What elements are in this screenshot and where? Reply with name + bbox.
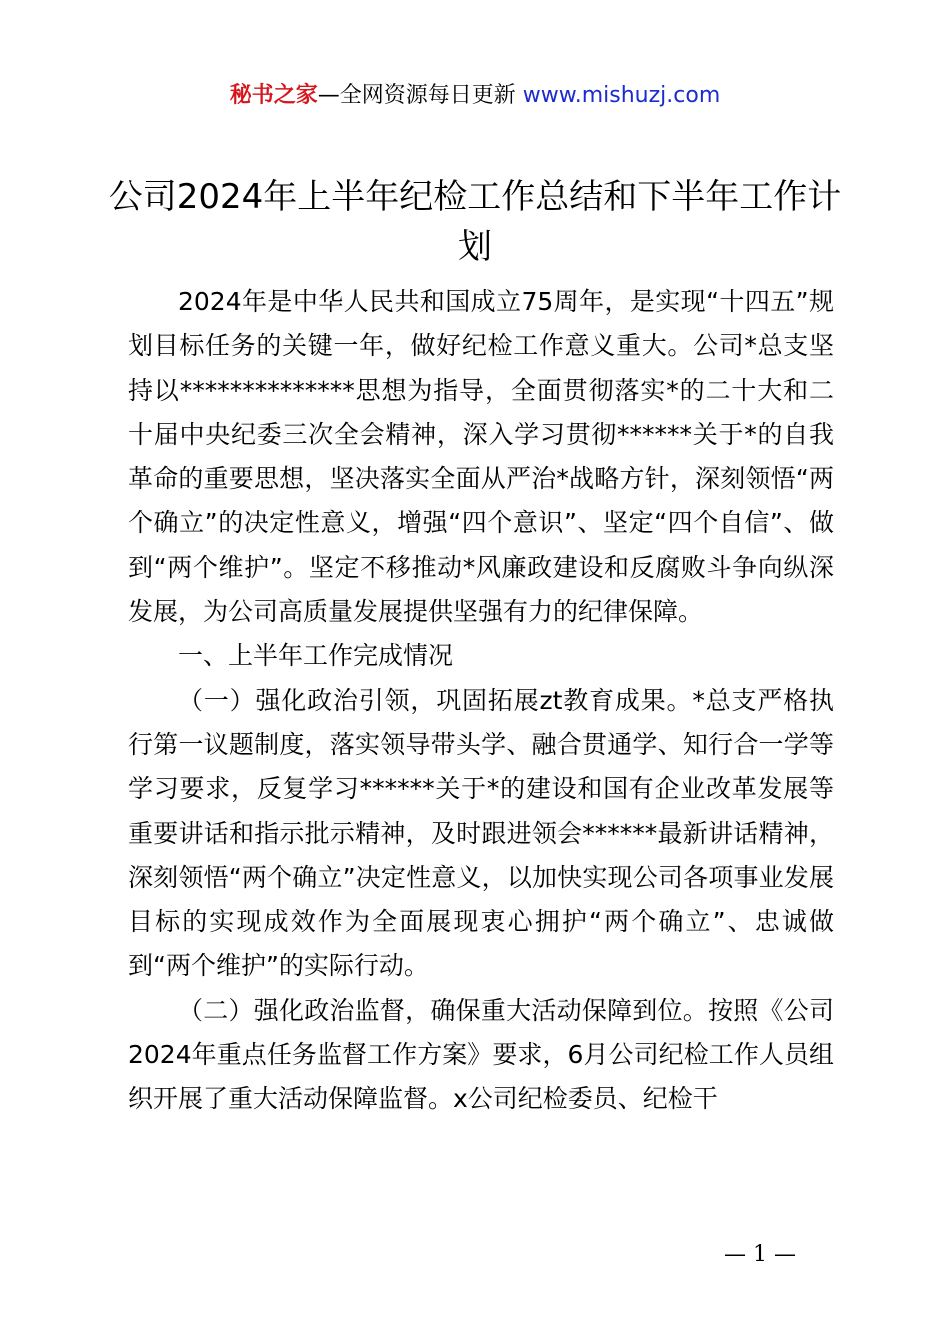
body-paragraph: （一）强化政治引领，巩固拓展zt教育成果。*总支严格执行第一议题制度，落实领导带头学、融合贯通学、知行合一学等学习要求，反复学习******关于*的建设和国有企业改革发展等重要讲话和指示批示精神，及时跟进领会******最新讲话精神，深刻领悟“两个确立”决定性意义，以加快实现公司各项事业发展目标的实现成效作为全面展现衷心拥护“两个确立”、忠诚做到“两个维护”的实际行动。 — [128, 685, 834, 981]
intro-paragraph: 2024年是中华人民共和国成立75周年，是实现“十四五”规划目标任务的关键一年，做好纪检工作意义重大。公司*总支坚持以**************思想为指导，全面贯彻落实*的二十大和二十届中央纪委三次全会精神，深入学习贯彻******关于*的自我革命的重要思想，坚决落实全面从严治*战略方针，深刻领悟“两个确立”的决定性意义，增强“四个意识”、坚定“四个自信”、做到“两个维护”。坚定不移推动*风廉政建设和反腐败斗争向纵深发展，为公司高质量发展提供坚强有力的纪律保障。 — [128, 287, 834, 627]
page-number: — 1 — — [724, 1242, 796, 1267]
site-slogan: —全网资源每日更新 — [317, 83, 516, 108]
document-body — [128, 280, 834, 1122]
site-brand: 秘书之家 — [229, 83, 318, 108]
site-url-link[interactable]: www.mishuzj.com — [522, 83, 721, 108]
site-header — [0, 80, 950, 112]
section-heading: 一、上半年工作完成情况 — [178, 641, 454, 671]
body-paragraph: （二）强化政治监督，确保重大活动保障到位。按照《公司2024年重点任务监督工作方案》要求，6月公司纪检工作人员组织开展了重大活动保障监督。x公司纪检委员、纪检干 — [128, 995, 834, 1114]
document-title: 公司2024年上半年纪检工作总结和下半年工作计划 — [108, 177, 842, 267]
